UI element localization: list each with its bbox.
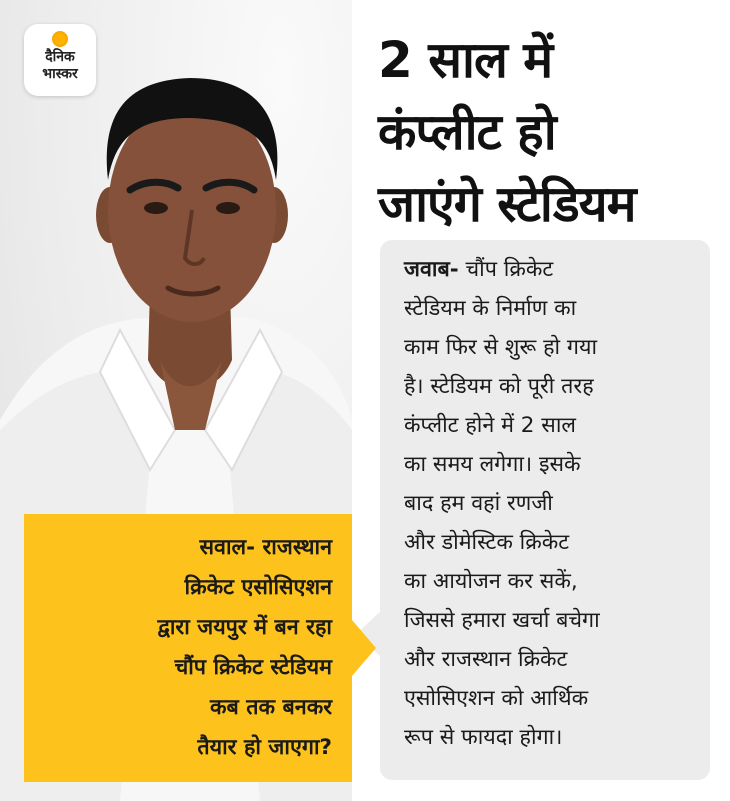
answer-line: रूप से फायदा होगा। bbox=[404, 725, 563, 750]
question-text bbox=[40, 528, 332, 768]
answer-line: चौंप क्रिकेट bbox=[458, 257, 554, 282]
question-line: चौंप क्रिकेट स्टेडियम bbox=[174, 655, 332, 680]
dainik-bhaskar-logo bbox=[24, 24, 96, 96]
answer-label: जवाब- bbox=[404, 257, 459, 282]
answer-line: का आयोजन कर सकें, bbox=[404, 569, 578, 594]
answer-line: काम फिर से शुरू हो गया bbox=[404, 335, 598, 360]
answer-line: स्टेडियम के निर्माण का bbox=[404, 296, 577, 321]
question-line: सवाल- राजस्थान bbox=[199, 535, 332, 560]
answer-line: और राजस्थान क्रिकेट bbox=[404, 647, 568, 672]
answer-line: जिससे हमारा खर्चा बचेगा bbox=[404, 608, 600, 633]
sun-icon bbox=[52, 31, 68, 47]
answer-line: और डोमेस्टिक क्रिकेट bbox=[404, 530, 570, 555]
answer-text bbox=[404, 250, 704, 757]
logo-text-line1: दैनिक bbox=[45, 49, 75, 65]
answer-line: बाद हम वहां रणजी bbox=[404, 491, 553, 516]
question-line: तैयार हो जाएगा? bbox=[197, 735, 332, 760]
answer-line: कंप्लीट होने में 2 साल bbox=[404, 413, 576, 438]
headline-line: कंप्लीट हो bbox=[378, 103, 556, 161]
question-line: द्वारा जयपुर में बन रहा bbox=[157, 615, 332, 640]
answer-line: है। स्टेडियम को पूरी तरह bbox=[404, 374, 594, 399]
question-callout-pointer bbox=[352, 620, 376, 676]
logo-text-line2: भास्कर bbox=[42, 66, 78, 82]
headline-line: जाएंगे स्टेडियम bbox=[378, 175, 636, 233]
question-line: कब तक बनकर bbox=[209, 695, 332, 720]
question-line: क्रिकेट एसोसिएशन bbox=[184, 575, 332, 600]
headline bbox=[378, 24, 718, 240]
headline-line: 2 साल में bbox=[378, 31, 553, 89]
answer-line: का समय लगेगा। इसके bbox=[404, 452, 581, 477]
answer-line: एसोसिएशन को आर्थिक bbox=[404, 686, 589, 711]
